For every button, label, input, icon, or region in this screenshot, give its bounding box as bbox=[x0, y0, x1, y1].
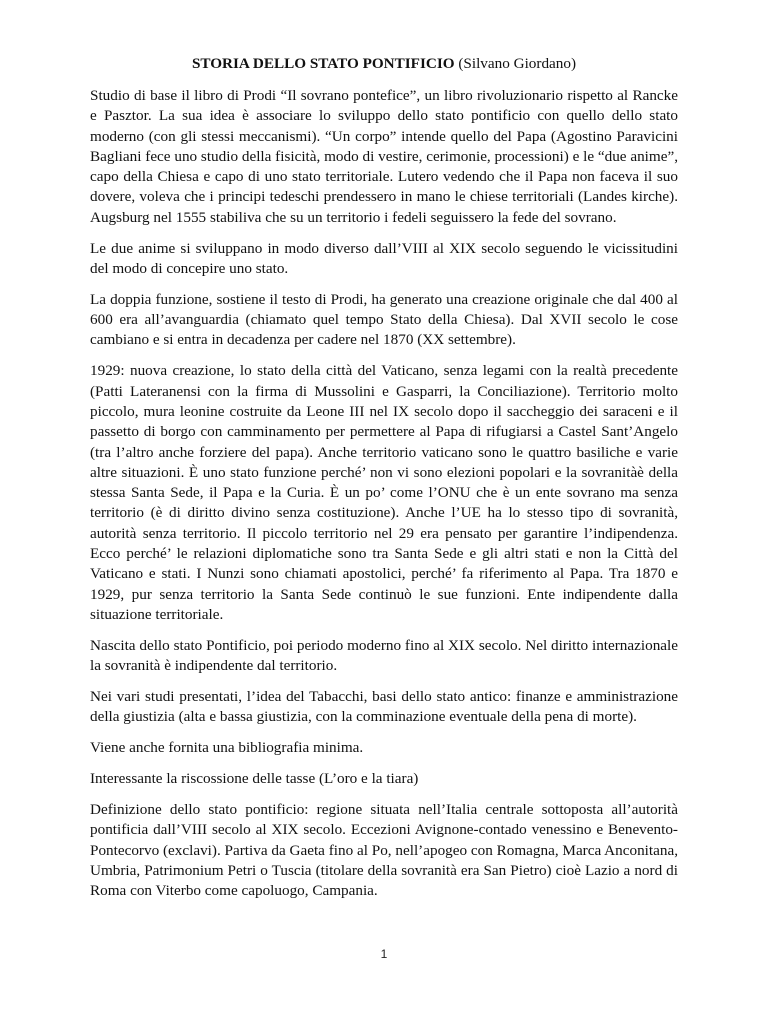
document-title bbox=[90, 54, 678, 74]
paragraph: La doppia funzione, sostiene il testo di Prodi, ha generato una creazione originale che dal 400 al 600 era all’avanguardia (chiamato quel tempo Stato della Chiesa). Dal XVII secolo le cose cambiano e si entra in decadenza per cadere nel 1870 (XX settembre). bbox=[90, 290, 678, 349]
title-text: STORIA DELLO STATO PONTIFICIO bbox=[191, 55, 455, 72]
paragraph: Interessante la riscossione delle tasse (L’oro e la tiara) bbox=[90, 770, 419, 788]
document-page bbox=[90, 54, 678, 912]
paragraph: Nei vari studi presentati, l’idea del Tabacchi, basi dello stato antico: finanze e amministrazione della giustizia (alta e bassa giustizia, con la comminazione eventuale della pena di morte). bbox=[90, 687, 678, 726]
page-number: 1 bbox=[380, 947, 388, 961]
paragraph: Nascita dello stato Pontificio, poi periodo moderno fino al XIX secolo. Nel diritto internazionale la sovranità è indipendente dal territorio. bbox=[90, 636, 678, 675]
paragraph: 1929: nuova creazione, lo stato della città del Vaticano, senza legami con la realtà precedente (Patti Lateranensi con la firma di Mussolini e Gasparri, la Conciliazione). Territorio molto piccolo, mura leonine costruite da Leone III nel IX secolo dopo il saccheggio dei saraceni e il passetto di borgo con camminamento per permettere al Papa di rifugiarsi a Castel Sant’Angelo (tra l’altro anche forziere del papa). Anche territorio vaticano sono le quattro basiliche e varie altre situazioni. È uno stato funzione perché’ non vi sono elezioni popolari e la sovranitàè della stessa Santa Sede, il Papa e la Curia. È un po’ come l’ONU che è un ente sovrano ma senza territorio (è di diritto divino senza costituzione). Anche l’UE ha lo stesso tipo di sovranità, autorità senza territorio. Il piccolo territorio nel 29 era pensato per garantire l’indipendenza. Ecco perché’ le relazioni diplomatiche sono tra Santa Sede e gli altri stati e non la Città del Vaticano e stati. I Nunzi sono chiamati apostolici, perché’ fa riferimento al Papa. Tra 1870 e 1929, pur senza territorio la Santa Sede continuò le sue funzioni. Ente indipendente dalla situazione territoriale. bbox=[90, 362, 678, 623]
paragraph: Studio di base il libro di Prodi “Il sovrano pontefice”, un libro rivoluzionario rispetto al Rancke e Pasztor. La sua idea è associare lo sviluppo dello stato pontificio con quello dello stato moderno (con gli stessi meccanismi). “Un corpo” intende quello del Papa (Agostino Paravicini Bagliani fece uno studio della fisicità, modo di vestire, cerimonie, processioni) e le “due anime”, capo della Chiesa e capo di uno stato territoriale. Lutero vedendo che il Papa non faceva il suo dovere, voleva che i principi tedeschi prendessero in mano le chiese territoriali (Landes kirche). Augsburg nel 1555 stabiliva che su un territorio i fedeli seguissero la fede del sovrano. bbox=[90, 87, 678, 226]
paragraph: Viene anche fornita una bibliografia minima. bbox=[90, 739, 364, 757]
paragraph: Le due anime si sviluppano in modo diverso dall’VIII al XIX secolo seguendo le vicissitudini del modo di concepire uno stato. bbox=[90, 239, 678, 277]
title-author: (Silvano Giordano) bbox=[458, 55, 577, 72]
paragraph: Definizione dello stato pontificio: regione situata nell’Italia centrale sottoposta all’autorità pontificia dall’VIII secolo al XIX secolo. Eccezioni Avignone-contado venessino e Benevento-Pontecorvo (exclavi). Partiva da Gaeta fino al Po, nell’apogeo con Romagna, Marca Anconitana, Umbria, Patrimonium Petri o Tuscia (titolare della sovranità era San Pietro) cioè Lazio a nord di Roma con Viterbo come capoluogo, Campania. bbox=[90, 800, 678, 900]
